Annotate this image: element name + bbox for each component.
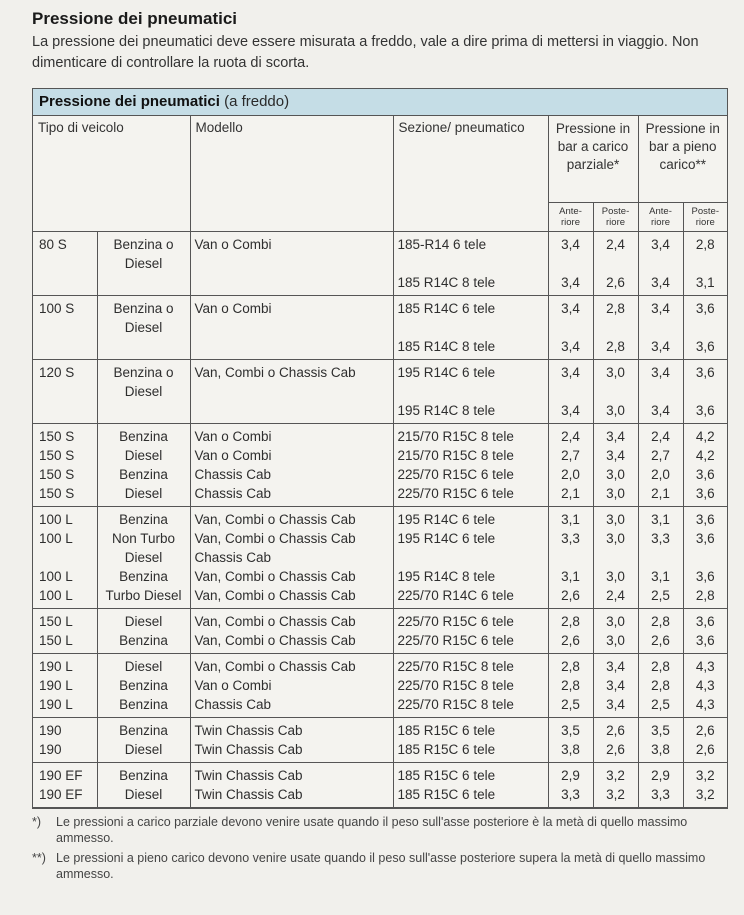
- pressure-partial-front-cell: 2,0: [548, 465, 593, 484]
- pressure-full-rear-cell: 4,3: [695, 678, 715, 693]
- pressure-full-rear-cell: 3,2: [695, 768, 715, 783]
- footnote-text: Le pressioni a pieno carico devono venire usate quando il peso sull'asse posteriore supera la metà di quello massimo ammesso.: [56, 851, 706, 881]
- pressure-partial-rear-cell: 3,4: [593, 654, 638, 677]
- model-cell: Van, Combi o Chassis Cab Chassis Cab: [190, 529, 393, 567]
- tire-size-cell: 185 R15C 6 tele: [393, 740, 548, 763]
- tire-size-cell: 195 R14C 8 tele: [393, 567, 548, 586]
- header-posteriore: Poste- riore: [593, 203, 638, 232]
- pressure-full-rear-cell: 4,2: [695, 448, 715, 463]
- table-row: [33, 609, 727, 632]
- pressure-full-rear-cell: 3,6: [683, 401, 727, 424]
- pressure-partial-front-cell: 2,6: [548, 586, 593, 609]
- table-row: [33, 424, 727, 447]
- pressure-partial-front-cell: 2,8: [548, 654, 593, 677]
- pressure-partial-rear-cell: 3,0: [593, 567, 638, 586]
- fuel-cell: Benzina: [97, 567, 190, 586]
- pressure-full-rear-cell: 4,2: [695, 429, 715, 444]
- fuel-cell: Benzina: [97, 695, 190, 718]
- fuel-cell: Benzina: [97, 507, 190, 530]
- pressure-full-front-cell: 2,4: [638, 424, 683, 447]
- vehicle-type-cell: 80 S: [33, 232, 97, 274]
- model-cell: Van, Combi o Chassis Cab: [190, 507, 393, 530]
- fuel-cell: Benzina o Diesel: [97, 360, 190, 402]
- pressure-partial-front-cell: 2,1: [548, 484, 593, 507]
- vehicle-type-cell: [33, 401, 97, 424]
- vehicle-type-cell: [33, 273, 97, 296]
- pressure-partial-front-cell: 3,4: [548, 360, 593, 402]
- pressure-full-front-cell: 3,3: [638, 785, 683, 808]
- header-carico-parziale: Pressione in bar a carico parziale*: [548, 116, 638, 203]
- model-cell: Van, Combi o Chassis Cab: [190, 609, 393, 632]
- table-row: [33, 631, 727, 654]
- model-cell: Van, Combi o Chassis Cab: [190, 567, 393, 586]
- pressure-partial-rear-cell: 3,0: [593, 484, 638, 507]
- pressure-full-rear-cell: 2,6: [695, 723, 715, 738]
- fuel-cell: Diesel: [97, 740, 190, 763]
- fuel-cell: Benzina: [97, 718, 190, 741]
- header-anteriore: Ante- riore: [638, 203, 683, 232]
- pressure-partial-rear-cell: 3,4: [593, 446, 638, 465]
- pressure-partial-rear-cell: 3,2: [593, 785, 638, 808]
- table-row: [33, 695, 727, 718]
- model-cell: Twin Chassis Cab: [190, 718, 393, 741]
- pressure-full-rear-cell: 3,6: [683, 484, 727, 507]
- vehicle-type-cell: 100 L: [33, 529, 97, 567]
- pressure-full-rear-cell: 3,2: [683, 785, 727, 808]
- tire-size-cell: 185 R14C 6 tele: [393, 296, 548, 338]
- tire-size-cell: 195 R14C 6 tele: [393, 360, 548, 402]
- vehicle-type-cell: 190 L: [33, 676, 97, 695]
- pressure-full-front-cell: 2,8: [638, 654, 683, 677]
- pressure-partial-front-cell: 3,3: [548, 529, 593, 567]
- pressure-partial-rear-cell: 2,6: [593, 273, 638, 296]
- tire-size-cell: 225/70 R14C 6 tele: [393, 586, 548, 609]
- model-cell: [190, 337, 393, 360]
- vehicle-type-cell: 100 S: [33, 296, 97, 338]
- pressure-full-front-cell: 2,7: [638, 446, 683, 465]
- pressure-full-front-cell: 2,5: [638, 695, 683, 718]
- vehicle-group: [33, 654, 727, 718]
- fuel-cell: Diesel: [97, 654, 190, 677]
- vehicle-type-cell: 150 S: [33, 446, 97, 465]
- footnote-marker: **): [32, 851, 46, 865]
- header-pieno-carico: Pressione in bar a pieno carico**: [638, 116, 727, 203]
- model-cell: Van, Combi o Chassis Cab: [190, 631, 393, 654]
- pressure-full-front-cell: 3,8: [638, 740, 683, 763]
- tire-size-cell: 185 R14C 8 tele: [393, 337, 548, 360]
- table-row: [33, 484, 727, 507]
- pressure-full-rear-cell: 3,6: [695, 512, 715, 527]
- pressure-partial-front-cell: 2,4: [548, 424, 593, 447]
- fuel-cell: Benzina o Diesel: [97, 232, 190, 274]
- pressure-partial-rear-cell: 3,4: [593, 424, 638, 447]
- model-cell: Van o Combi: [190, 424, 393, 447]
- vehicle-type-cell: 190 L: [33, 654, 97, 677]
- pressure-partial-front-cell: 3,4: [548, 273, 593, 296]
- vehicle-type-cell: 190: [33, 740, 97, 763]
- pressure-partial-rear-cell: 3,0: [593, 609, 638, 632]
- table-row: [33, 740, 727, 763]
- fuel-cell: Diesel: [97, 484, 190, 507]
- model-cell: Van o Combi: [190, 232, 393, 274]
- pressure-partial-front-cell: 3,1: [548, 507, 593, 530]
- model-cell: Twin Chassis Cab: [190, 785, 393, 808]
- footnotes: [32, 814, 722, 886]
- pressure-partial-front-cell: 3,4: [548, 337, 593, 360]
- tire-size-cell: 185 R15C 6 tele: [393, 785, 548, 808]
- pressure-partial-front-cell: 2,8: [548, 609, 593, 632]
- fuel-cell: Non Turbo Diesel: [97, 529, 190, 567]
- table-row: [33, 273, 727, 296]
- header-tipo: Tipo di veicolo: [33, 116, 190, 232]
- pressure-full-rear-cell: 4,3: [683, 695, 727, 718]
- pressure-full-front-cell: 3,4: [638, 401, 683, 424]
- tire-size-cell: 225/70 R15C 6 tele: [393, 609, 548, 632]
- pressure-full-rear-cell: 2,6: [683, 740, 727, 763]
- pressure-partial-front-cell: 3,5: [548, 718, 593, 741]
- pressure-full-front-cell: 3,4: [638, 296, 683, 338]
- pressure-partial-rear-cell: 3,0: [593, 401, 638, 424]
- pressure-full-front-cell: 2,0: [638, 465, 683, 484]
- pressure-full-rear-cell: 2,8: [695, 237, 715, 252]
- tire-size-cell: 185 R14C 8 tele: [393, 273, 548, 296]
- pressure-partial-front-cell: 3,8: [548, 740, 593, 763]
- pressure-partial-front-cell: 3,4: [548, 296, 593, 338]
- vehicle-type-cell: 150 S: [33, 465, 97, 484]
- table-row: [33, 529, 727, 567]
- pressure-full-rear-cell: 3,6: [683, 337, 727, 360]
- pressure-full-front-cell: 3,4: [638, 232, 683, 274]
- pressure-full-front-cell: 2,5: [638, 586, 683, 609]
- pressure-full-front-cell: 2,8: [638, 609, 683, 632]
- tire-size-cell: 225/70 R15C 6 tele: [393, 484, 548, 507]
- pressure-full-front-cell: 3,4: [638, 360, 683, 402]
- header-sezione: Sezione/ pneumatico: [393, 116, 548, 232]
- table-row: [33, 446, 727, 465]
- model-cell: Chassis Cab: [190, 695, 393, 718]
- model-cell: [190, 401, 393, 424]
- footnote-marker: *): [32, 815, 42, 829]
- tire-size-cell: 225/70 R15C 6 tele: [393, 465, 548, 484]
- pressure-partial-rear-cell: 2,6: [593, 718, 638, 741]
- table-row: [33, 465, 727, 484]
- table-row: [33, 567, 727, 586]
- table-row: [33, 676, 727, 695]
- fuel-cell: [97, 273, 190, 296]
- table-row: [33, 296, 727, 338]
- pressure-partial-rear-cell: 2,6: [593, 740, 638, 763]
- vehicle-type-cell: 100 L: [33, 567, 97, 586]
- fuel-cell: Benzina: [97, 631, 190, 654]
- table-row: [33, 763, 727, 786]
- pressure-partial-front-cell: 2,8: [548, 676, 593, 695]
- tire-size-cell: 225/70 R15C 8 tele: [393, 676, 548, 695]
- table-row: [33, 360, 727, 402]
- model-cell: [190, 273, 393, 296]
- pressure-full-front-cell: 2,1: [638, 484, 683, 507]
- pressure-full-rear-cell: 3,6: [695, 531, 715, 546]
- pressure-partial-rear-cell: 2,8: [593, 296, 638, 338]
- pressure-full-rear-cell: 3,6: [683, 631, 727, 654]
- tire-size-cell: 195 R14C 6 tele: [393, 529, 548, 567]
- table-row: [33, 785, 727, 808]
- table-row: [33, 232, 727, 274]
- vehicle-group: [33, 609, 727, 654]
- vehicle-type-cell: 120 S: [33, 360, 97, 402]
- vehicle-group: [33, 360, 727, 424]
- pressure-partial-rear-cell: 2,8: [593, 337, 638, 360]
- model-cell: Chassis Cab: [190, 465, 393, 484]
- pressure-partial-front-cell: 3,4: [548, 401, 593, 424]
- model-cell: Twin Chassis Cab: [190, 740, 393, 763]
- fuel-cell: Diesel: [97, 609, 190, 632]
- vehicle-type-cell: 190: [33, 718, 97, 741]
- pressure-full-front-cell: 3,4: [638, 273, 683, 296]
- tire-size-cell: 185 R15C 6 tele: [393, 763, 548, 786]
- table-row: [33, 586, 727, 609]
- tire-size-cell: 185-R14 6 tele: [393, 232, 548, 274]
- page-title: Pressione dei pneumatici: [32, 9, 238, 28]
- table-title-bold: Pressione dei pneumatici: [39, 93, 220, 110]
- pressure-partial-rear-cell: 2,4: [593, 586, 638, 609]
- fuel-cell: Diesel: [97, 785, 190, 808]
- pressure-full-rear-cell: 2,8: [683, 586, 727, 609]
- pressure-partial-rear-cell: 3,0: [593, 631, 638, 654]
- pressure-grid: [33, 116, 727, 808]
- pressure-full-rear-cell: 3,6: [695, 467, 715, 482]
- tire-size-cell: 225/70 R15C 8 tele: [393, 654, 548, 677]
- tire-size-cell: 225/70 R15C 6 tele: [393, 631, 548, 654]
- fuel-cell: Benzina o Diesel: [97, 296, 190, 338]
- pressure-partial-front-cell: 3,4: [548, 232, 593, 274]
- table-row: [33, 401, 727, 424]
- pressure-partial-rear-cell: 2,4: [593, 232, 638, 274]
- model-cell: Twin Chassis Cab: [190, 763, 393, 786]
- pressure-full-front-cell: 2,9: [638, 763, 683, 786]
- fuel-cell: Benzina: [97, 424, 190, 447]
- vehicle-group: [33, 232, 727, 296]
- model-cell: Van, Combi o Chassis Cab: [190, 654, 393, 677]
- vehicle-type-cell: 190 EF: [33, 763, 97, 786]
- fuel-cell: [97, 401, 190, 424]
- tire-size-cell: 195 R14C 6 tele: [393, 507, 548, 530]
- footnote: [32, 850, 722, 882]
- fuel-cell: [97, 337, 190, 360]
- vehicle-type-cell: 100 L: [33, 586, 97, 609]
- header-anteriore: Ante- riore: [548, 203, 593, 232]
- vehicle-type-cell: 190 L: [33, 695, 97, 718]
- tire-pressure-table: [32, 88, 728, 809]
- pressure-partial-rear-cell: 3,0: [593, 360, 638, 402]
- pressure-partial-front-cell: 2,9: [548, 763, 593, 786]
- pressure-full-front-cell: 3,1: [638, 507, 683, 530]
- tire-size-cell: 215/70 R15C 8 tele: [393, 424, 548, 447]
- tire-size-cell: 185 R15C 6 tele: [393, 718, 548, 741]
- pressure-partial-rear-cell: 3,0: [593, 507, 638, 530]
- tire-size-cell: 195 R14C 8 tele: [393, 401, 548, 424]
- pressure-partial-front-cell: 2,6: [548, 631, 593, 654]
- vehicle-type-cell: 190 EF: [33, 785, 97, 808]
- vehicle-group: [33, 507, 727, 609]
- fuel-cell: Benzina: [97, 465, 190, 484]
- intro-paragraph: La pressione dei pneumatici deve essere misurata a freddo, vale a dire prima di mettersi in viaggio. Non dimenticare di controllare la ruota di scorta.: [32, 34, 699, 71]
- vehicle-group: [33, 296, 727, 360]
- pressure-partial-rear-cell: 3,4: [593, 695, 638, 718]
- model-cell: Van o Combi: [190, 296, 393, 338]
- table-row: [33, 507, 727, 530]
- pressure-full-rear-cell: 4,3: [695, 659, 715, 674]
- pressure-partial-rear-cell: 3,4: [593, 676, 638, 695]
- model-cell: Van o Combi: [190, 676, 393, 695]
- table-title: [33, 89, 727, 116]
- vehicle-type-cell: 150 L: [33, 631, 97, 654]
- pressure-full-front-cell: 2,8: [638, 676, 683, 695]
- pressure-partial-front-cell: 3,3: [548, 785, 593, 808]
- pressure-partial-front-cell: 3,1: [548, 567, 593, 586]
- vehicle-group: [33, 424, 727, 507]
- vehicle-group: [33, 718, 727, 763]
- model-cell: Van o Combi: [190, 446, 393, 465]
- header-posteriore: Poste- riore: [683, 203, 727, 232]
- pressure-partial-front-cell: 2,5: [548, 695, 593, 718]
- header-modello: Modello: [190, 116, 393, 232]
- pressure-full-front-cell: 3,5: [638, 718, 683, 741]
- fuel-cell: Benzina: [97, 676, 190, 695]
- fuel-cell: Turbo Diesel: [97, 586, 190, 609]
- model-cell: Van, Combi o Chassis Cab: [190, 586, 393, 609]
- footnote-text: Le pressioni a carico parziale devono venire usate quando il peso sull'asse posteriore è la metà di quello massimo ammesso.: [56, 815, 688, 845]
- pressure-partial-rear-cell: 3,0: [593, 529, 638, 567]
- table-row: [33, 654, 727, 677]
- tire-size-cell: 225/70 R15C 8 tele: [393, 695, 548, 718]
- pressure-full-rear-cell: 3,6: [695, 614, 715, 629]
- pressure-full-rear-cell: 3,6: [695, 569, 715, 584]
- vehicle-group: [33, 763, 727, 808]
- vehicle-type-cell: 150 S: [33, 484, 97, 507]
- pressure-full-front-cell: 3,1: [638, 567, 683, 586]
- pressure-full-front-cell: 2,6: [638, 631, 683, 654]
- vehicle-type-cell: 150 L: [33, 609, 97, 632]
- footnote: [32, 814, 722, 846]
- vehicle-type-cell: [33, 337, 97, 360]
- pressure-full-front-cell: 3,3: [638, 529, 683, 567]
- vehicle-type-cell: 100 L: [33, 507, 97, 530]
- pressure-partial-rear-cell: 3,2: [593, 763, 638, 786]
- pressure-full-rear-cell: 3,1: [683, 273, 727, 296]
- pressure-full-rear-cell: 3,6: [695, 365, 715, 380]
- pressure-partial-rear-cell: 3,0: [593, 465, 638, 484]
- tire-size-cell: 215/70 R15C 8 tele: [393, 446, 548, 465]
- vehicle-type-cell: 150 S: [33, 424, 97, 447]
- pressure-partial-front-cell: 2,7: [548, 446, 593, 465]
- pressure-full-front-cell: 3,4: [638, 337, 683, 360]
- table-row: [33, 337, 727, 360]
- model-cell: Van, Combi o Chassis Cab: [190, 360, 393, 402]
- table-row: [33, 718, 727, 741]
- pressure-full-rear-cell: 3,6: [695, 301, 715, 316]
- fuel-cell: Benzina: [97, 763, 190, 786]
- table-title-rest: (a freddo): [224, 93, 290, 110]
- model-cell: Chassis Cab: [190, 484, 393, 507]
- fuel-cell: Diesel: [97, 446, 190, 465]
